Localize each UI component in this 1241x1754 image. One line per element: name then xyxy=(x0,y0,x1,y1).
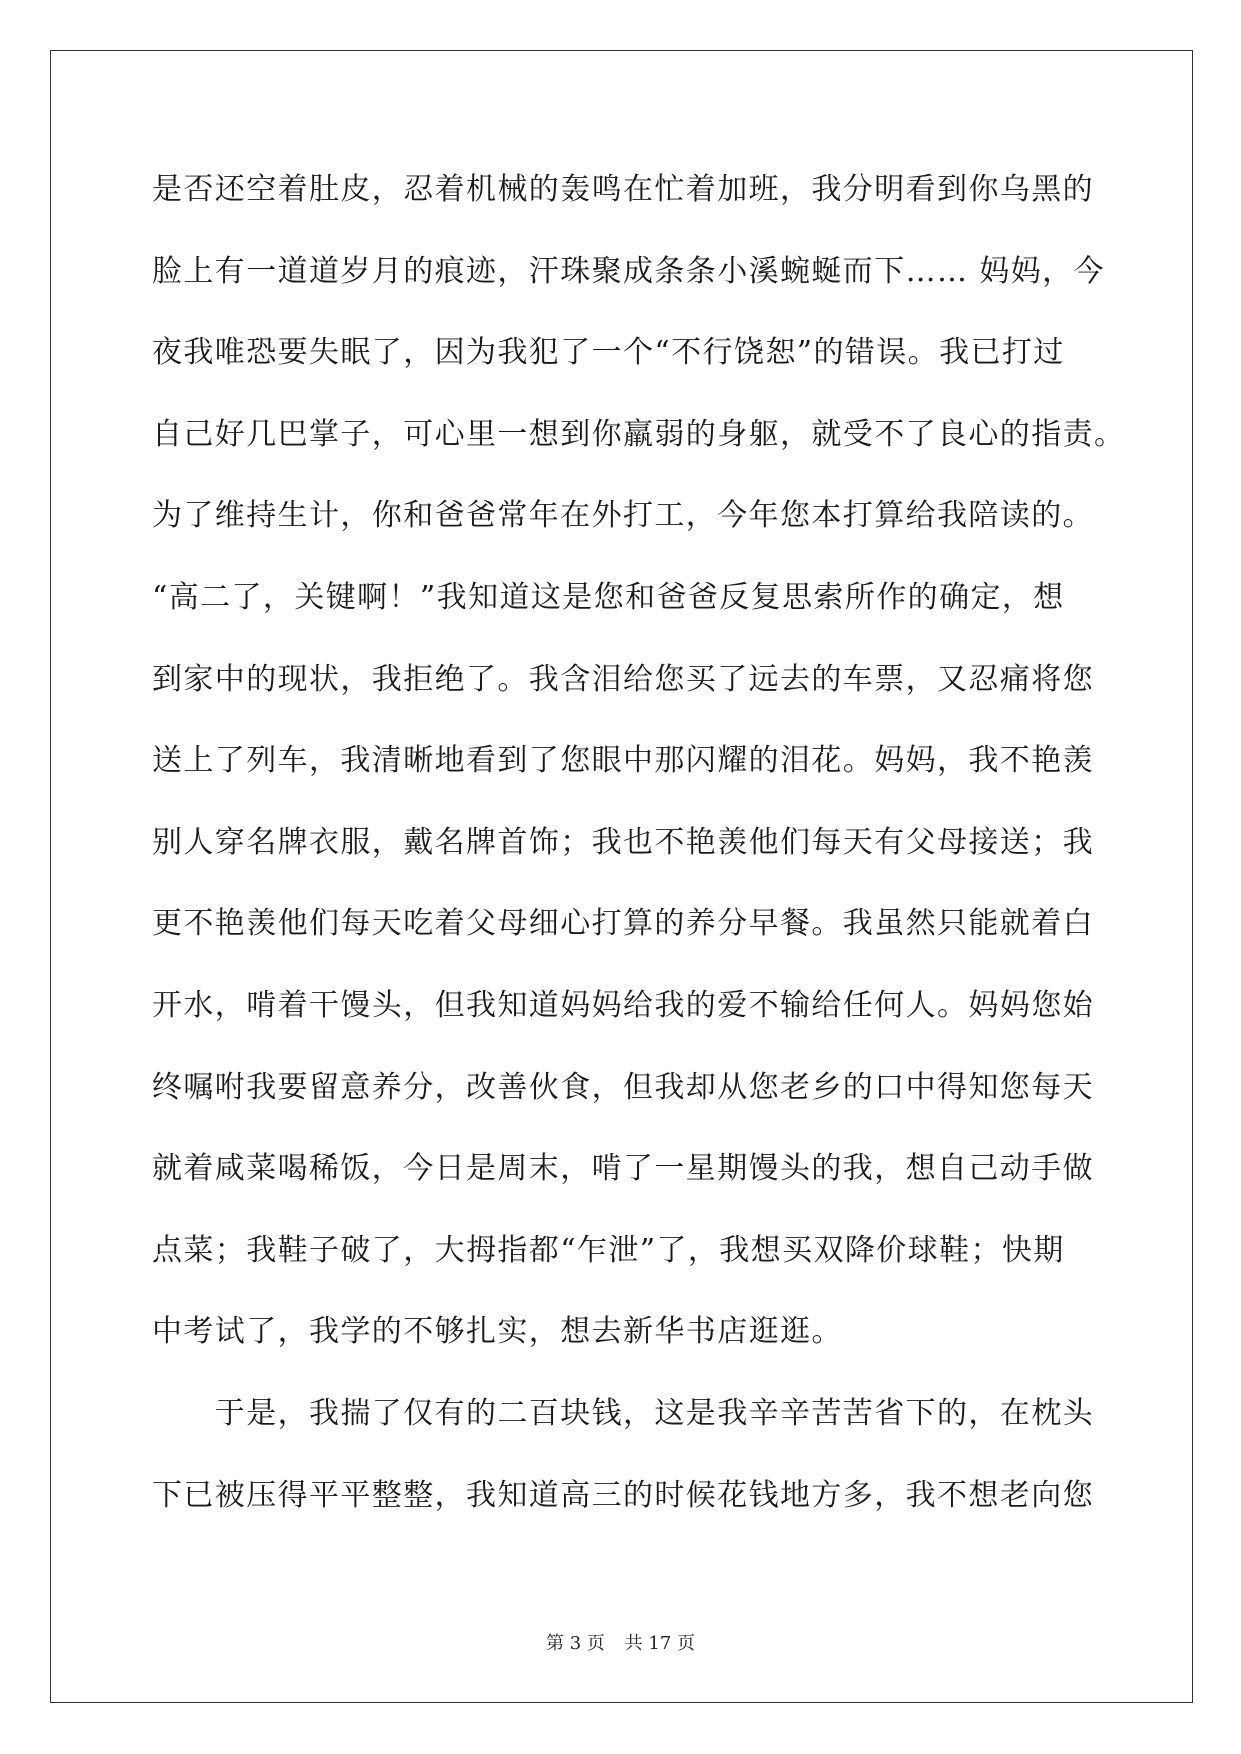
text-line: 中考试了，我学的不够扎实，想去新华书店逛逛。 xyxy=(152,1314,843,1350)
text-line: 夜我唯恐要失眠了，因为我犯了一个“不行饶恕”的错误。我已打过 xyxy=(152,335,1065,371)
text-line: 点菜；我鞋子破了，大拇指都“乍泄”了，我想买双降价球鞋；快期 xyxy=(152,1232,1065,1268)
text-line: 送上了列车，我清晰地看到了您眼中那闪耀的泪花。妈妈，我不艳羡 xyxy=(152,743,1094,779)
document-body xyxy=(152,160,1126,1547)
page-total: 共 17 页 xyxy=(624,1633,695,1654)
text-line: “高二了，关键啊！”我知道这是您和爸爸反复思索所作的确定，想 xyxy=(152,579,1065,615)
paragraph-start-line: 于是，我揣了仅有的二百块钱，这是我辛辛苦苦省下的，在枕头 xyxy=(152,1395,1094,1431)
page-number: 第 3 页 xyxy=(546,1633,605,1654)
text-line: 别人穿名牌衣服，戴名牌首饰；我也不艳羡他们每天有父母接送；我 xyxy=(152,824,1094,860)
text-line: 到家中的现状，我拒绝了。我含泪给您买了远去的车票，又忍痛将您 xyxy=(152,661,1094,697)
text-line: 更不艳羡他们每天吃着父母细心打算的养分早餐。我虽然只能就着白 xyxy=(152,906,1094,942)
text-line: 是否还空着肚皮，忍着机械的轰鸣在忙着加班，我分明看到你乌黑的 xyxy=(152,172,1094,207)
text-line: 自己好几巴掌子，可心里一想到你羸弱的身躯，就受不了良心的指责。 xyxy=(152,416,1126,452)
text-line: 就着咸菜喝稀饭，今日是周末，啃了一星期馒头的我，想自己动手做 xyxy=(152,1151,1094,1187)
text-line: 下已被压得平平整整，我知道高三的时候花钱地方多，我不想老向您 xyxy=(152,1477,1094,1513)
text-line: 开水，啃着干馒头，但我知道妈妈给我的爱不输给任何人。妈妈您始 xyxy=(152,987,1094,1023)
page-footer xyxy=(0,1629,1241,1655)
text-line: 脸上有一道道岁月的痕迹，汗珠聚成条条小溪蜿蜒而下…… 妈妈，今 xyxy=(152,253,1105,289)
text-line: 终嘱咐我要留意养分，改善伙食，但我却从您老乡的口中得知您每天 xyxy=(152,1069,1094,1105)
text-line: 为了维持生计，你和爸爸常年在外打工，今年您本打算给我陪读的。 xyxy=(152,498,1094,534)
